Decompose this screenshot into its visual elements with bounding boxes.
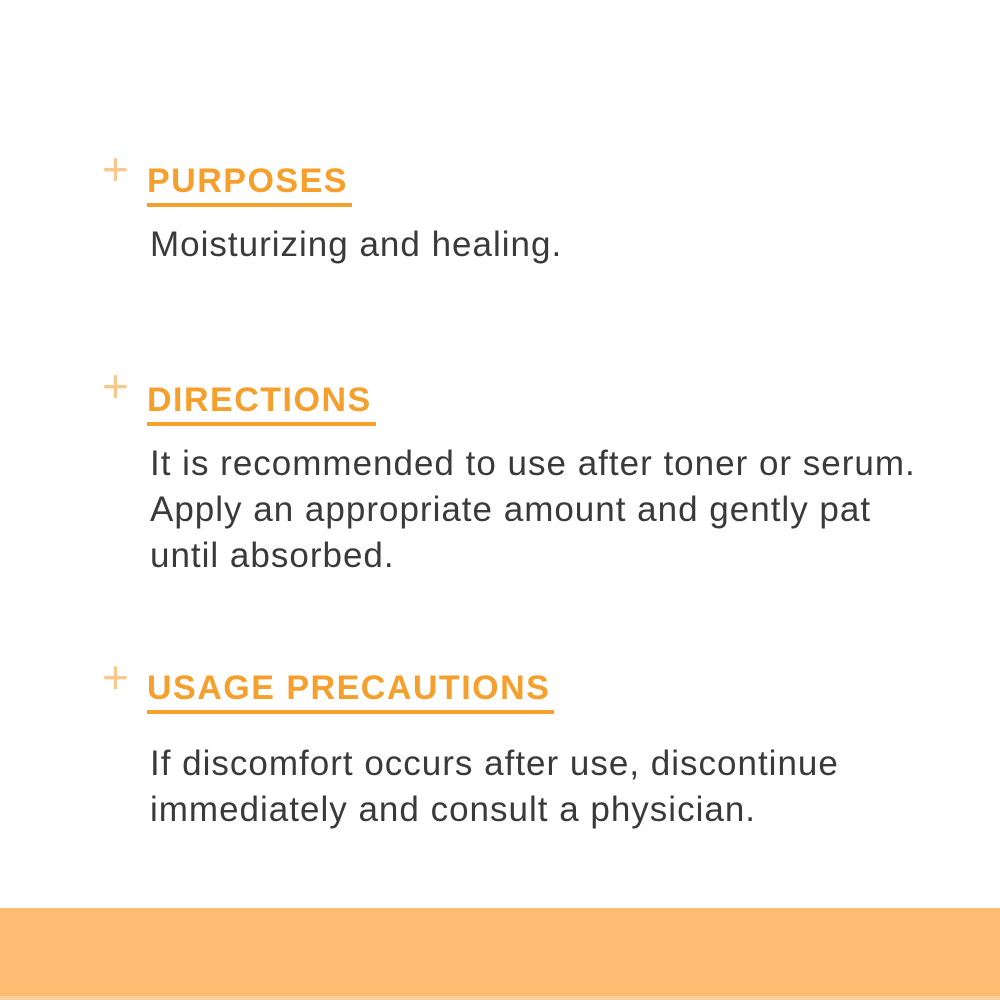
directions-body-line: It is recommended to use after toner or serum. [150, 444, 916, 483]
plus-icon: + [102, 651, 129, 703]
usage-precautions-heading: USAGE PRECAUTIONS [147, 668, 554, 714]
directions-body-line: until absorbed. [150, 536, 395, 575]
usage-precautions-body [150, 741, 950, 833]
purposes-body [150, 222, 950, 268]
directions-heading: DIRECTIONS [147, 380, 376, 426]
directions-body-line: Apply an appropriate amount and gently pat [150, 490, 872, 529]
purposes-body-line: Moisturizing and healing. [150, 225, 563, 264]
footer-accent-band [0, 908, 1000, 996]
purposes-heading: PURPOSES [147, 161, 352, 207]
plus-icon: + [102, 143, 129, 195]
usage-precautions-body-line: immediately and consult a physician. [150, 790, 757, 829]
usage-precautions-body-line: If discomfort occurs after use, discontinue [150, 744, 839, 783]
plus-icon: + [102, 360, 129, 412]
directions-body [150, 441, 950, 579]
footer-accent-band-edge [0, 996, 1000, 1000]
